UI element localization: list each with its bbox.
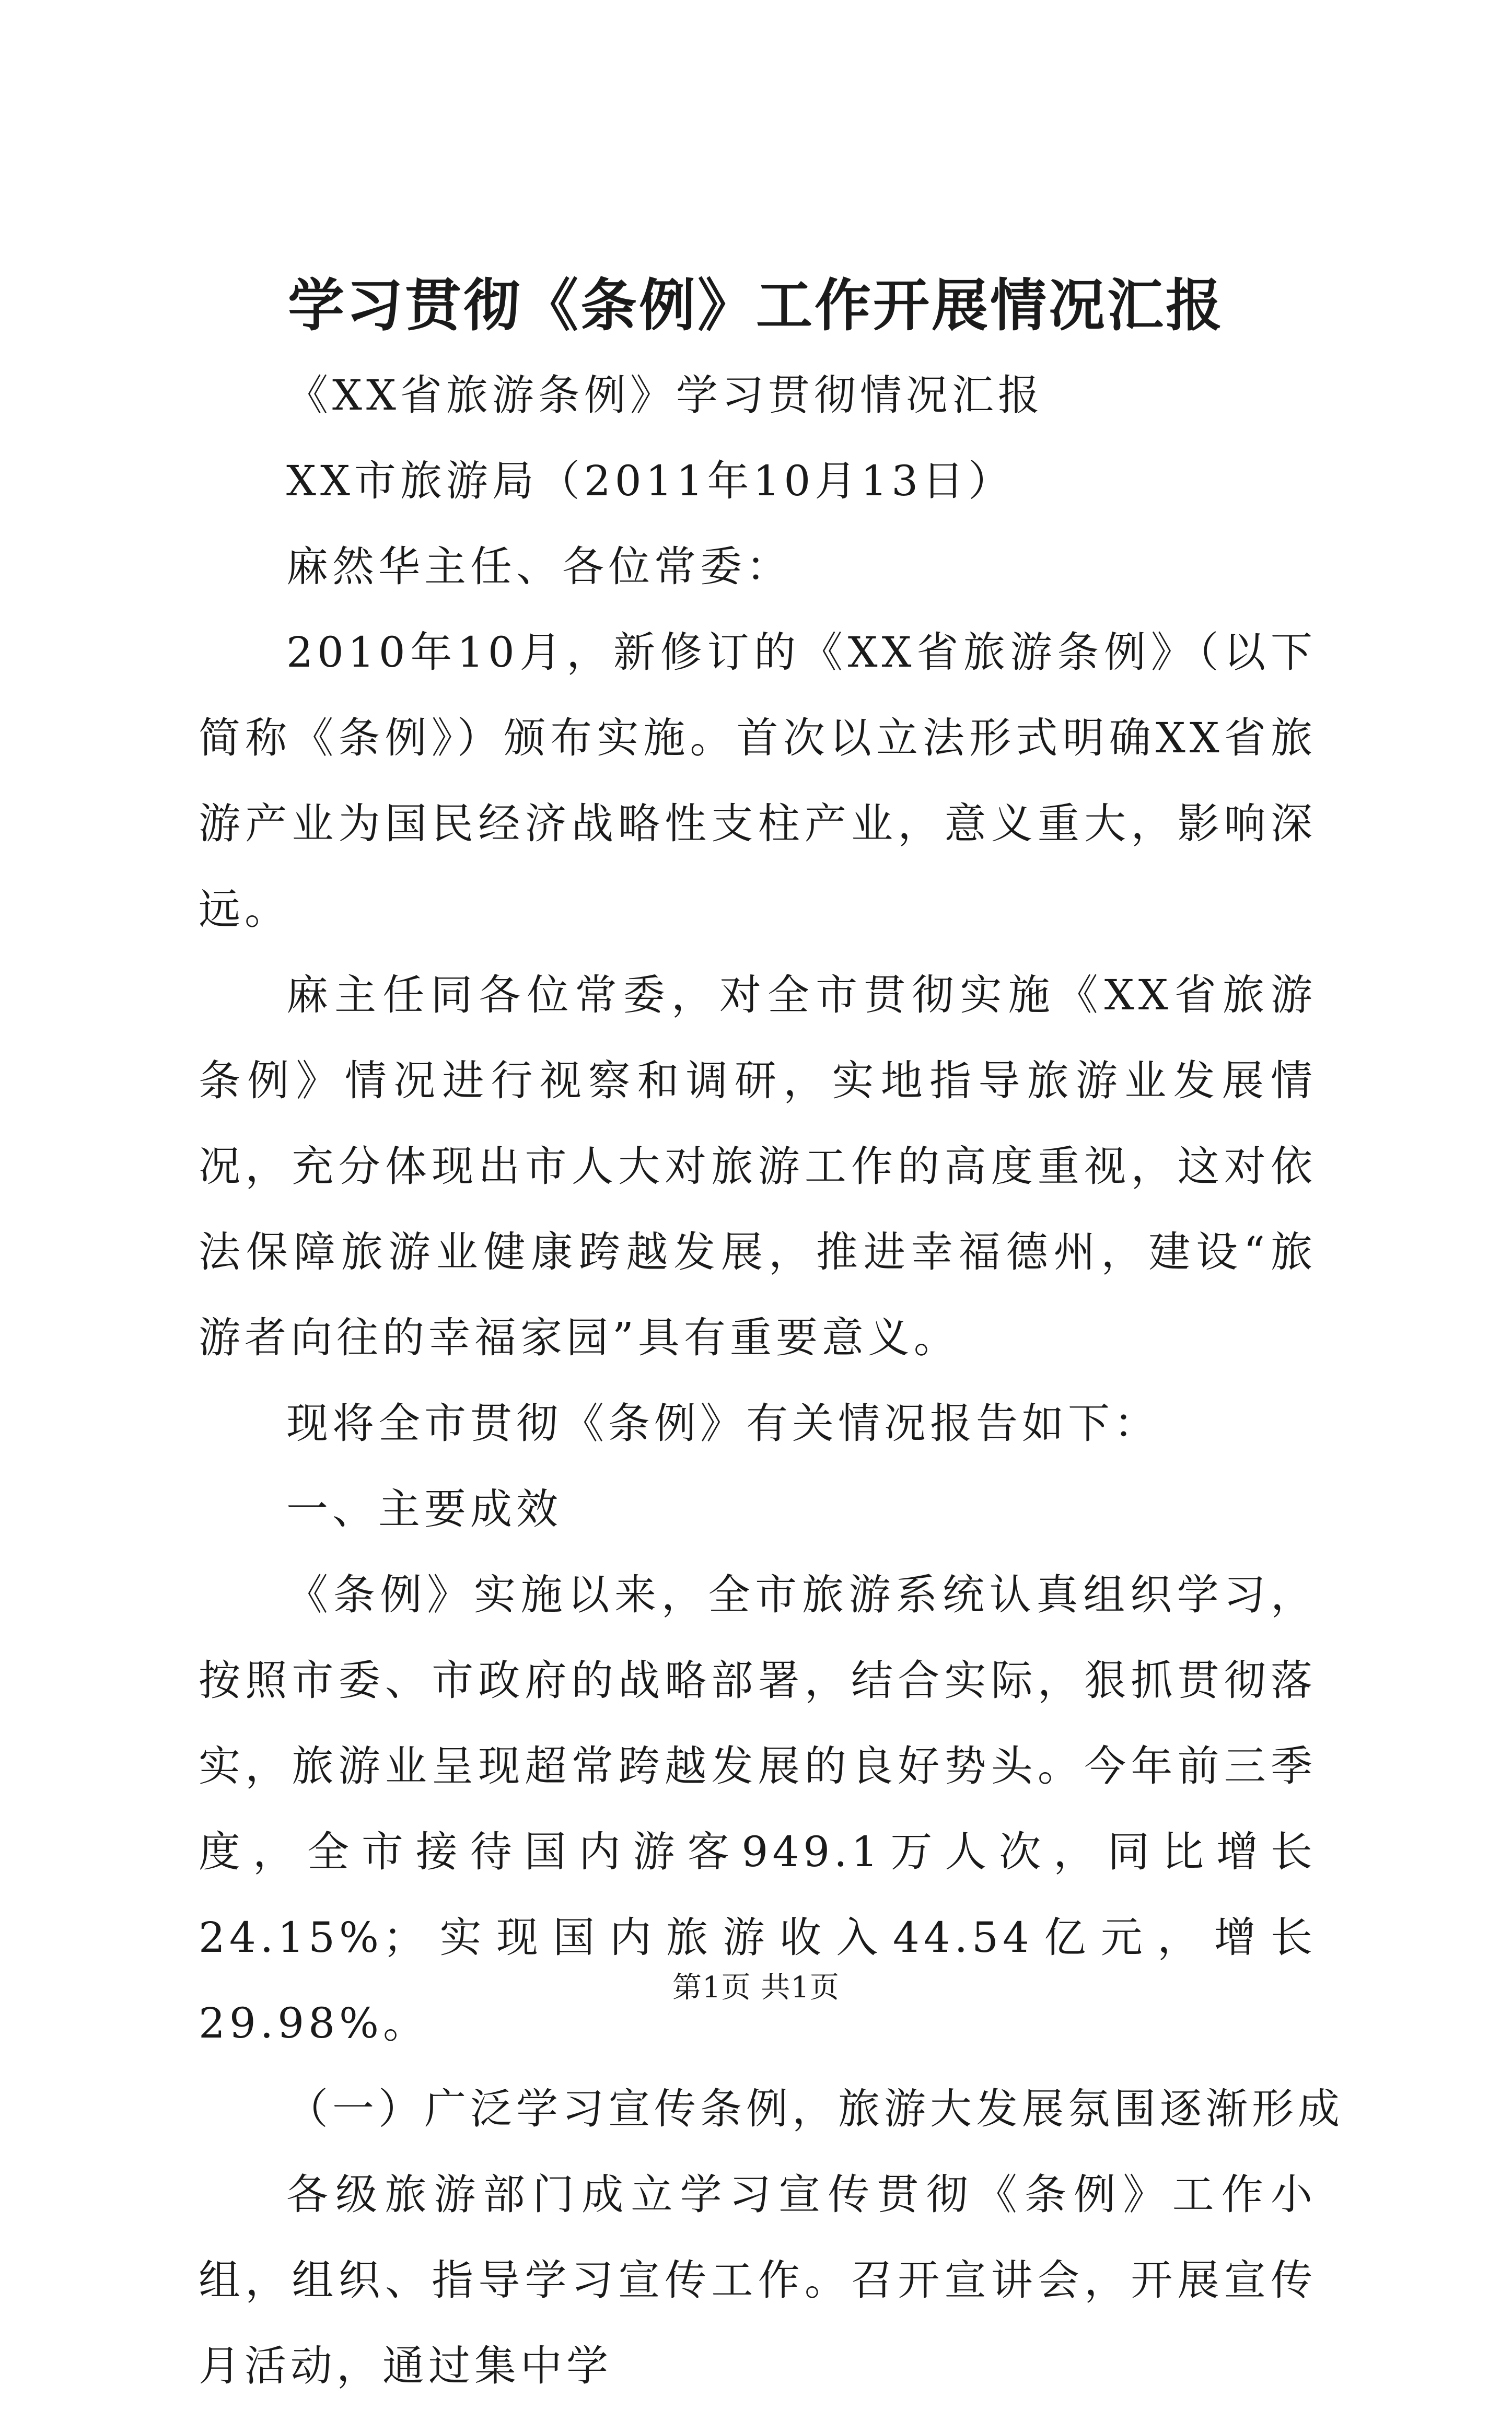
salutation: 麻然华主任、各位常委：: [286, 542, 792, 591]
body-paragraph-1: 2010年10月，新修订的《XX省旅游条例》（以下简称《条例》）颁布实施。首次以立法形式明确XX省旅游产业为国民经济战略性支柱产业，意义重大，影响深远。: [199, 628, 1317, 934]
page-number-footer: 第1页 共1页: [672, 1971, 840, 2005]
section-heading-main-results: 一、主要成效: [286, 1485, 562, 1533]
results-paragraph: 《条例》实施以来，全市旅游系统认真组织学习，按照市委、市政府的战略部署，结合实际，狠抓贯彻落实，旅游业呈现超常跨越发展的良好势头。今年前三季度，全市接待国内游客949.1万人次，同比增长24.15%；实现国内旅游收入44.54亿元，增长29.98%。: [199, 1570, 1317, 2047]
body-paragraph-2: 麻主任同各位常委，对全市贯彻实施《XX省旅游条例》情况进行视察和调研，实地指导旅游业发展情况，充分体现出市人大对旅游工作的高度重视，这对依法保障旅游业健康跨越发展，推进幸福德州，建设“旅游者向往的幸福家园”具有重要意义。: [199, 971, 1317, 1362]
document-title: 学习贯彻《条例》工作开展情况汇报: [287, 273, 1224, 339]
subsection-heading-1: （一）广泛学习宣传条例，旅游大发展氛围逐渐形成: [286, 2085, 1344, 2133]
document-body: [199, 353, 1344, 2409]
report-subtitle: 《XX省旅游条例》学习贯彻情况汇报: [286, 371, 1044, 420]
body-paragraph-last: 各级旅游部门成立学习宣传贯彻《条例》工作小组，组织、指导学习宣传工作。召开宣讲会，开展宣传月活动，通过集中学: [199, 2170, 1317, 2390]
report-issuer-date: XX市旅游局（2011年10月13日）: [286, 457, 1015, 505]
intro-line: 现将全市贯彻《条例》有关情况报告如下：: [286, 1399, 1160, 1448]
